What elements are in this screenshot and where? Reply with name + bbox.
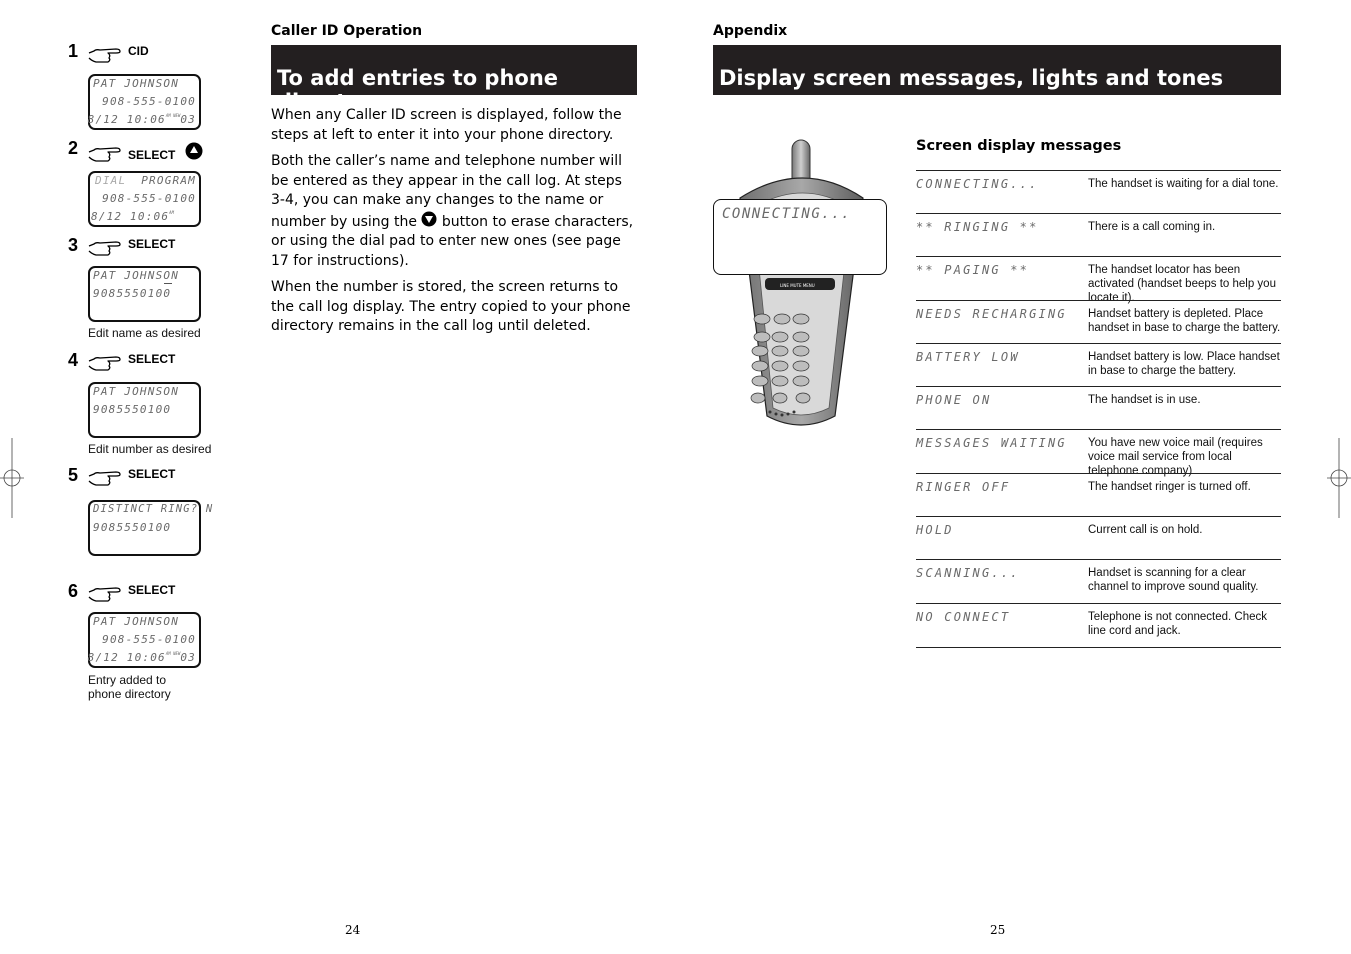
table-row: [916, 170, 1281, 214]
lcd-screen: [88, 382, 201, 438]
step-number: 2: [68, 138, 79, 158]
message-description: Handset is scanning for a clear channel to improve sound quality.: [1088, 567, 1259, 593]
table-row: [916, 343, 1281, 387]
message-description: Telephone is not connected. Check line cord and jack.: [1088, 611, 1268, 637]
lcd-count: 03: [180, 651, 196, 664]
table-row: [916, 516, 1281, 560]
step-number: 1: [68, 41, 79, 61]
section-label: Appendix: [713, 23, 788, 39]
page-number: 24: [345, 923, 361, 937]
table-row: [916, 473, 1281, 517]
table-row: [916, 300, 1281, 344]
message-code: NEEDS RECHARGING: [916, 307, 1067, 321]
handset-display: [713, 199, 887, 275]
lcd-time: 8/12 10:06: [87, 651, 166, 664]
message-description: Handset battery is depleted. Place handset in base to charge the battery.: [1088, 308, 1281, 334]
page-title: To add entries to phone directory: [271, 45, 637, 95]
message-description: You have new voice mail (requires voice mail service from local telephone company): [1088, 437, 1263, 477]
down-arrow-button-icon: [421, 211, 437, 227]
lcd-line: DIAL: [95, 174, 127, 187]
lcd-line: PAT JOHNSON: [93, 77, 180, 90]
lcd-line: [88, 113, 196, 126]
paragraph-text: button to erase characters, or using the dial pad to enter new ones (see page 17 for instructions).: [271, 213, 634, 269]
paragraph: When any Caller ID screen is displayed, follow the steps at left to enter it into your phone directory.: [271, 107, 622, 143]
lcd-line: PAT JOHNSON: [93, 615, 180, 628]
message-code: SCANNING...: [916, 566, 1020, 580]
step-caption: Entry added to phone directory: [88, 673, 171, 701]
lcd-screen: [88, 612, 201, 668]
message-description: The handset locator has been activated (handset beeps to help you locate it).: [1088, 264, 1276, 304]
paragraph: [271, 152, 639, 271]
pointing-hand-icon: [88, 143, 124, 163]
paragraph: When the number is stored, the screen returns to the call log display. The entry copied to your phone directory remains in the call log until deleted.: [271, 279, 631, 334]
pointing-hand-icon: [88, 237, 124, 257]
message-code: MESSAGES WAITING: [916, 436, 1067, 450]
page-title: Display screen messages, lights and tones: [713, 45, 1281, 95]
lcd-line: PAT JOHNSON: [93, 269, 180, 282]
message-description: There is a call coming in.: [1088, 221, 1216, 233]
message-description: Current call is on hold.: [1088, 524, 1203, 536]
message-code: NO CONNECT: [916, 610, 1011, 624]
step-number: 5: [68, 465, 79, 485]
lcd-indicator: AM NEW: [165, 113, 181, 118]
table-heading: Screen display messages: [916, 138, 1122, 154]
table-row: [916, 256, 1281, 304]
lcd-cursor: [164, 283, 172, 284]
message-description: The handset ringer is turned off.: [1088, 481, 1251, 493]
table-row: [916, 213, 1281, 257]
pointing-hand-icon: [88, 44, 124, 64]
lcd-time: 8/12 10:06: [87, 113, 166, 126]
lcd-time: 8/12 10:06: [90, 210, 170, 223]
paragraph-text: Both the caller’s name and telephone number will be entered as they appear in the call log. At steps 3-4, you can make any changes to the name or number by using the: [271, 153, 623, 230]
lcd-indicator: AM NEW: [165, 651, 181, 656]
lcd-screen: [88, 74, 201, 130]
table-row: [916, 386, 1281, 430]
step-caption: Edit number as desired: [88, 442, 212, 456]
lcd-line: PAT JOHNSON: [93, 385, 180, 398]
lcd-line: [88, 651, 196, 664]
message-code: BATTERY LOW: [916, 350, 1020, 364]
lcd-line: 9085550100: [93, 403, 172, 416]
lcd-screen: [88, 500, 214, 556]
message-code: CONNECTING...: [916, 177, 1039, 191]
pointing-hand-icon: [88, 583, 124, 603]
lcd-count: 03: [180, 113, 196, 126]
lcd-line: 908-555-0100: [102, 192, 196, 205]
step-label: SELECT: [128, 148, 176, 162]
lcd-line: 908-555-0100: [102, 633, 196, 646]
step-label: SELECT: [128, 467, 176, 481]
step-label: SELECT: [128, 352, 176, 366]
pointing-hand-icon: [88, 352, 124, 372]
body-text: [271, 106, 639, 344]
pointing-hand-icon: [88, 467, 124, 487]
lcd-screen: [88, 171, 201, 227]
svg-text:LINE MUTE MENU: LINE MUTE MENU: [780, 283, 815, 288]
lcd-line: 9085550100: [93, 521, 172, 534]
lcd-line: PROGRAM: [141, 174, 196, 187]
lcd-line: [91, 210, 174, 223]
message-code: HOLD: [916, 523, 954, 537]
handset-display-text: CONNECTING...: [722, 206, 852, 222]
step-number: 6: [68, 581, 79, 601]
lcd-line: 908-555-0100: [102, 95, 196, 108]
message-description: The handset is in use.: [1088, 394, 1201, 406]
up-arrow-button-icon: [185, 142, 203, 160]
cordless-handset-icon: [713, 138, 888, 434]
table-row: [916, 603, 1281, 648]
lcd-line: DISTINCT RING? N: [93, 503, 214, 515]
message-code: RINGER OFF: [916, 480, 1011, 494]
table-row: [916, 429, 1281, 477]
step-caption: Edit name as desired: [88, 326, 201, 340]
page-number: 25: [990, 923, 1006, 937]
message-code: ** PAGING **: [916, 263, 1030, 277]
message-description: The handset is waiting for a dial tone.: [1088, 178, 1279, 190]
message-code: PHONE ON: [916, 393, 992, 407]
registration-mark-icon: [0, 438, 24, 518]
registration-mark-icon: [1327, 438, 1351, 518]
step-label: SELECT: [128, 237, 176, 251]
step-number: 4: [68, 350, 79, 370]
table-row: [916, 559, 1281, 603]
lcd-indicator: AM: [169, 210, 174, 215]
lcd-screen: [88, 266, 201, 322]
message-description: Handset battery is low. Place handset in base to charge the battery.: [1088, 351, 1280, 377]
section-label: Caller ID Operation: [271, 23, 423, 39]
step-label: CID: [128, 44, 149, 58]
step-label: SELECT: [128, 583, 176, 597]
message-code: ** RINGING **: [916, 220, 1039, 234]
step-number: 3: [68, 235, 79, 255]
lcd-line: 9085550100: [93, 287, 172, 300]
